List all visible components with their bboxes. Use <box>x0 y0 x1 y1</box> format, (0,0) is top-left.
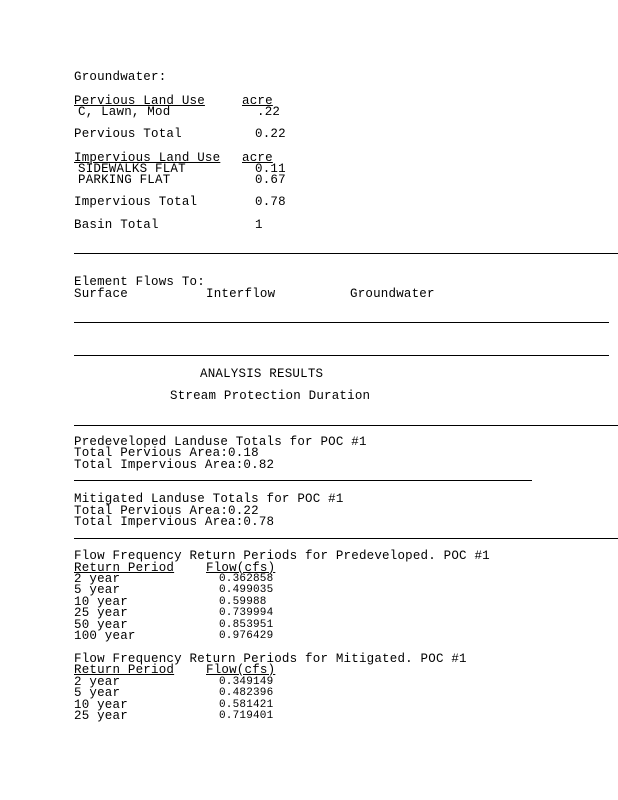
divider <box>74 253 618 254</box>
predeveloped-return-period-header: Return Period <box>74 561 175 575</box>
mitigated-return-period-header: Return Period <box>74 663 175 677</box>
flow-value: 0.59988 <box>219 596 267 608</box>
mitigated-pervious-area: Total Pervious Area:0.22 <box>74 504 259 518</box>
impervious-total-label: Impervious Total <box>74 195 198 209</box>
return-period: 5 year <box>74 583 121 597</box>
mitigated-impervious-area: Total Impervious Area:0.78 <box>74 515 275 529</box>
predeveloped-pervious-area: Total Pervious Area:0.18 <box>74 446 259 460</box>
impervious-row-1-name: SIDEWALKS FLAT <box>78 162 186 176</box>
groundwater-label: Groundwater: <box>74 70 167 84</box>
flow-value: 0.349149 <box>219 676 274 688</box>
return-period: 50 year <box>74 618 128 632</box>
interflow-label: Interflow <box>206 287 276 301</box>
flow-value: 0.976429 <box>219 630 274 642</box>
mitigated-flow-header: Flow(cfs) <box>206 663 276 677</box>
analysis-title: ANALYSIS RESULTS <box>200 367 324 381</box>
predeveloped-impervious-area: Total Impervious Area:0.82 <box>74 458 275 472</box>
pervious-total-label: Pervious Total <box>74 127 182 141</box>
flow-value: 0.581421 <box>219 699 274 711</box>
flow-value: 0.362858 <box>219 573 274 585</box>
impervious-total-value: 0.78 <box>255 195 286 209</box>
divider <box>74 322 609 323</box>
pervious-land-use-header: Pervious Land Use <box>74 94 205 108</box>
groundwater-flow-label: Groundwater <box>350 287 435 301</box>
return-period: 10 year <box>74 698 128 712</box>
impervious-acre-header: acre <box>242 151 273 165</box>
mitigated-title: Mitigated Landuse Totals for POC #1 <box>74 492 344 506</box>
pervious-total-value: 0.22 <box>255 127 286 141</box>
return-period: 5 year <box>74 686 121 700</box>
mitigated-frequency-title: Flow Frequency Return Periods for Mitigated. POC #1 <box>74 652 467 666</box>
return-period: 100 year <box>74 629 136 643</box>
divider <box>74 425 618 426</box>
analysis-subtitle: Stream Protection Duration <box>170 389 371 403</box>
impervious-land-use-header: Impervious Land Use <box>74 151 221 165</box>
return-period: 2 year <box>74 675 121 689</box>
pervious-acre-header: acre <box>242 94 273 108</box>
impervious-row-2-acre: 0.67 <box>255 173 286 187</box>
return-period: 2 year <box>74 572 121 586</box>
impervious-row-1-acre: 0.11 <box>255 162 286 176</box>
surface-label: Surface <box>74 287 128 301</box>
element-flows-label: Element Flows To: <box>74 275 205 289</box>
flow-value: 0.853951 <box>219 619 274 631</box>
divider <box>74 538 618 539</box>
impervious-row-2-name: PARKING FLAT <box>78 173 171 187</box>
basin-total-value: 1 <box>255 218 263 232</box>
divider <box>74 355 609 356</box>
return-period: 25 year <box>74 606 128 620</box>
pervious-row-name: C, Lawn, Mod <box>78 105 171 119</box>
flow-value: 0.499035 <box>219 584 274 596</box>
predeveloped-title: Predeveloped Landuse Totals for POC #1 <box>74 435 367 449</box>
flow-value: 0.719401 <box>219 710 274 722</box>
return-period: 25 year <box>74 709 128 723</box>
flow-value: 0.739994 <box>219 607 274 619</box>
flow-value: 0.482396 <box>219 687 274 699</box>
pervious-row-acre: .22 <box>257 105 281 119</box>
divider <box>74 480 532 481</box>
predeveloped-frequency-title: Flow Frequency Return Periods for Predeveloped. POC #1 <box>74 549 490 563</box>
basin-total-label: Basin Total <box>74 218 159 232</box>
return-period: 10 year <box>74 595 128 609</box>
predeveloped-flow-header: Flow(cfs) <box>206 561 276 575</box>
